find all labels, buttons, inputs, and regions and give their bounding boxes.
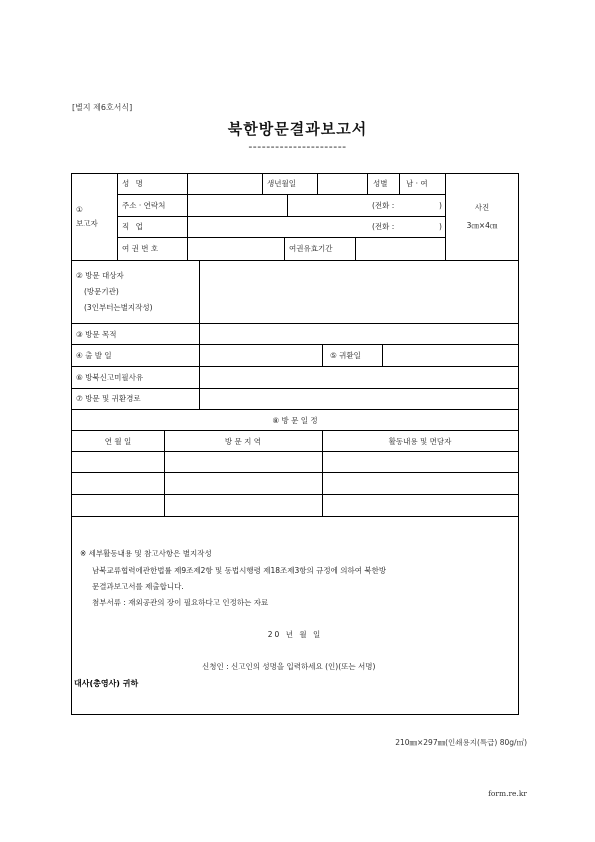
visit-target-note: (3인부터는별지작성) (84, 303, 153, 312)
page-title: 북한방문결과보고서 (227, 120, 368, 138)
paper-size-note: 210㎜×297㎜(인쇄용지(특급) 80g/㎡) (395, 738, 527, 747)
legal-statement: 남북교류협력에관한법률 제9조제2항 및 동법시행령 제18조제3항의 규정에 의하여 북한방 (92, 566, 387, 575)
divider (445, 174, 446, 260)
passport-number-field[interactable] (188, 238, 283, 259)
divider (117, 174, 118, 260)
divider (72, 516, 518, 517)
phone-label-2: (전화 : (372, 222, 395, 231)
schedule-cell[interactable] (323, 495, 517, 515)
departure-date-label: ④ 출 발 일 (76, 351, 112, 360)
schedule-cell[interactable] (323, 452, 517, 471)
address-field[interactable] (188, 195, 286, 215)
divider (399, 174, 400, 194)
route-field[interactable] (200, 389, 517, 408)
visit-target-label: ② 방문 대상자 (76, 271, 124, 280)
name-label: 성 명 (122, 179, 145, 188)
divider (322, 344, 323, 366)
return-date-field[interactable] (383, 345, 517, 365)
visit-purpose-label: ③ 방문 목적 (76, 330, 117, 339)
addressee: 대사(총영사) 귀하 (74, 679, 139, 688)
site-credit: form.re.kr (488, 789, 527, 798)
report-form (71, 173, 519, 715)
job-label: 직 업 (122, 222, 145, 231)
reporter-number: ① (76, 205, 83, 214)
phone-close-2: ) (439, 222, 442, 231)
birth-date-field[interactable] (318, 175, 366, 193)
phone-close-1: ) (439, 201, 442, 210)
passport-number-label: 여 권 번 호 (122, 244, 159, 253)
note-detail: ※ 세부활동내용 및 참고사항은 별지작성 (80, 549, 212, 558)
schedule-header-activity: 활동내용 및 면담자 (388, 437, 452, 446)
gender-label: 성별 (373, 179, 388, 188)
divider (72, 409, 518, 410)
passport-validity-field[interactable] (356, 238, 444, 259)
divider (72, 430, 518, 431)
job-field[interactable] (188, 217, 368, 236)
reporter-label: 보고자 (76, 219, 98, 228)
birth-date-label: 생년월일 (267, 179, 296, 188)
visit-target-institution: (방문기관) (84, 287, 119, 296)
submission-date: 20 년 월 일 (267, 630, 323, 639)
photo-label: 사진 (474, 203, 490, 212)
schedule-cell[interactable] (73, 452, 163, 471)
legal-statement-cont: 문결과보고서를 제출합니다. (92, 582, 184, 591)
unreported-reason-field[interactable] (200, 367, 517, 387)
phone-label-1: (전화 : (372, 201, 395, 210)
unreported-reason-label: ⑥ 방북신고미필사유 (76, 373, 144, 382)
schedule-header-date: 연 월 일 (104, 437, 132, 446)
name-field[interactable] (188, 175, 261, 193)
visit-purpose-field[interactable] (200, 324, 517, 343)
passport-validity-label: 여권유효기간 (289, 244, 333, 253)
gender-options[interactable]: 남 · 여 (406, 179, 428, 188)
route-label: ⑦ 방문 및 귀환경로 (76, 394, 141, 403)
divider (287, 194, 288, 216)
divider (367, 174, 368, 194)
address-label: 주소 · 연락처 (122, 201, 166, 210)
schedule-header-region: 방 문 지 역 (224, 437, 262, 446)
schedule-cell[interactable] (165, 495, 321, 515)
visit-target-field[interactable] (200, 261, 517, 322)
return-date-label: ⑤ 귀환일 (330, 351, 361, 360)
schedule-cell[interactable] (73, 495, 163, 515)
schedule-cell[interactable] (165, 473, 321, 493)
form-number: [별지 제6호서식] (72, 103, 133, 112)
title-underline: ---------------------- (248, 140, 347, 153)
schedule-cell[interactable] (165, 452, 321, 471)
divider (262, 174, 263, 194)
schedule-title: ⑧ 방 문 일 정 (272, 416, 318, 425)
schedule-cell[interactable] (73, 473, 163, 493)
departure-date-field[interactable] (200, 345, 321, 365)
signature-line[interactable]: 신청인 : 신고인의 성명을 입력하세요 (인)(또는 서명) (202, 662, 376, 671)
schedule-cell[interactable] (323, 473, 517, 493)
attachments-note: 첨부서류 : 재외공관의 장이 필요하다고 인정하는 자료 (92, 598, 269, 607)
photo-size: 3㎝×4㎝ (466, 221, 498, 230)
divider (284, 237, 285, 260)
